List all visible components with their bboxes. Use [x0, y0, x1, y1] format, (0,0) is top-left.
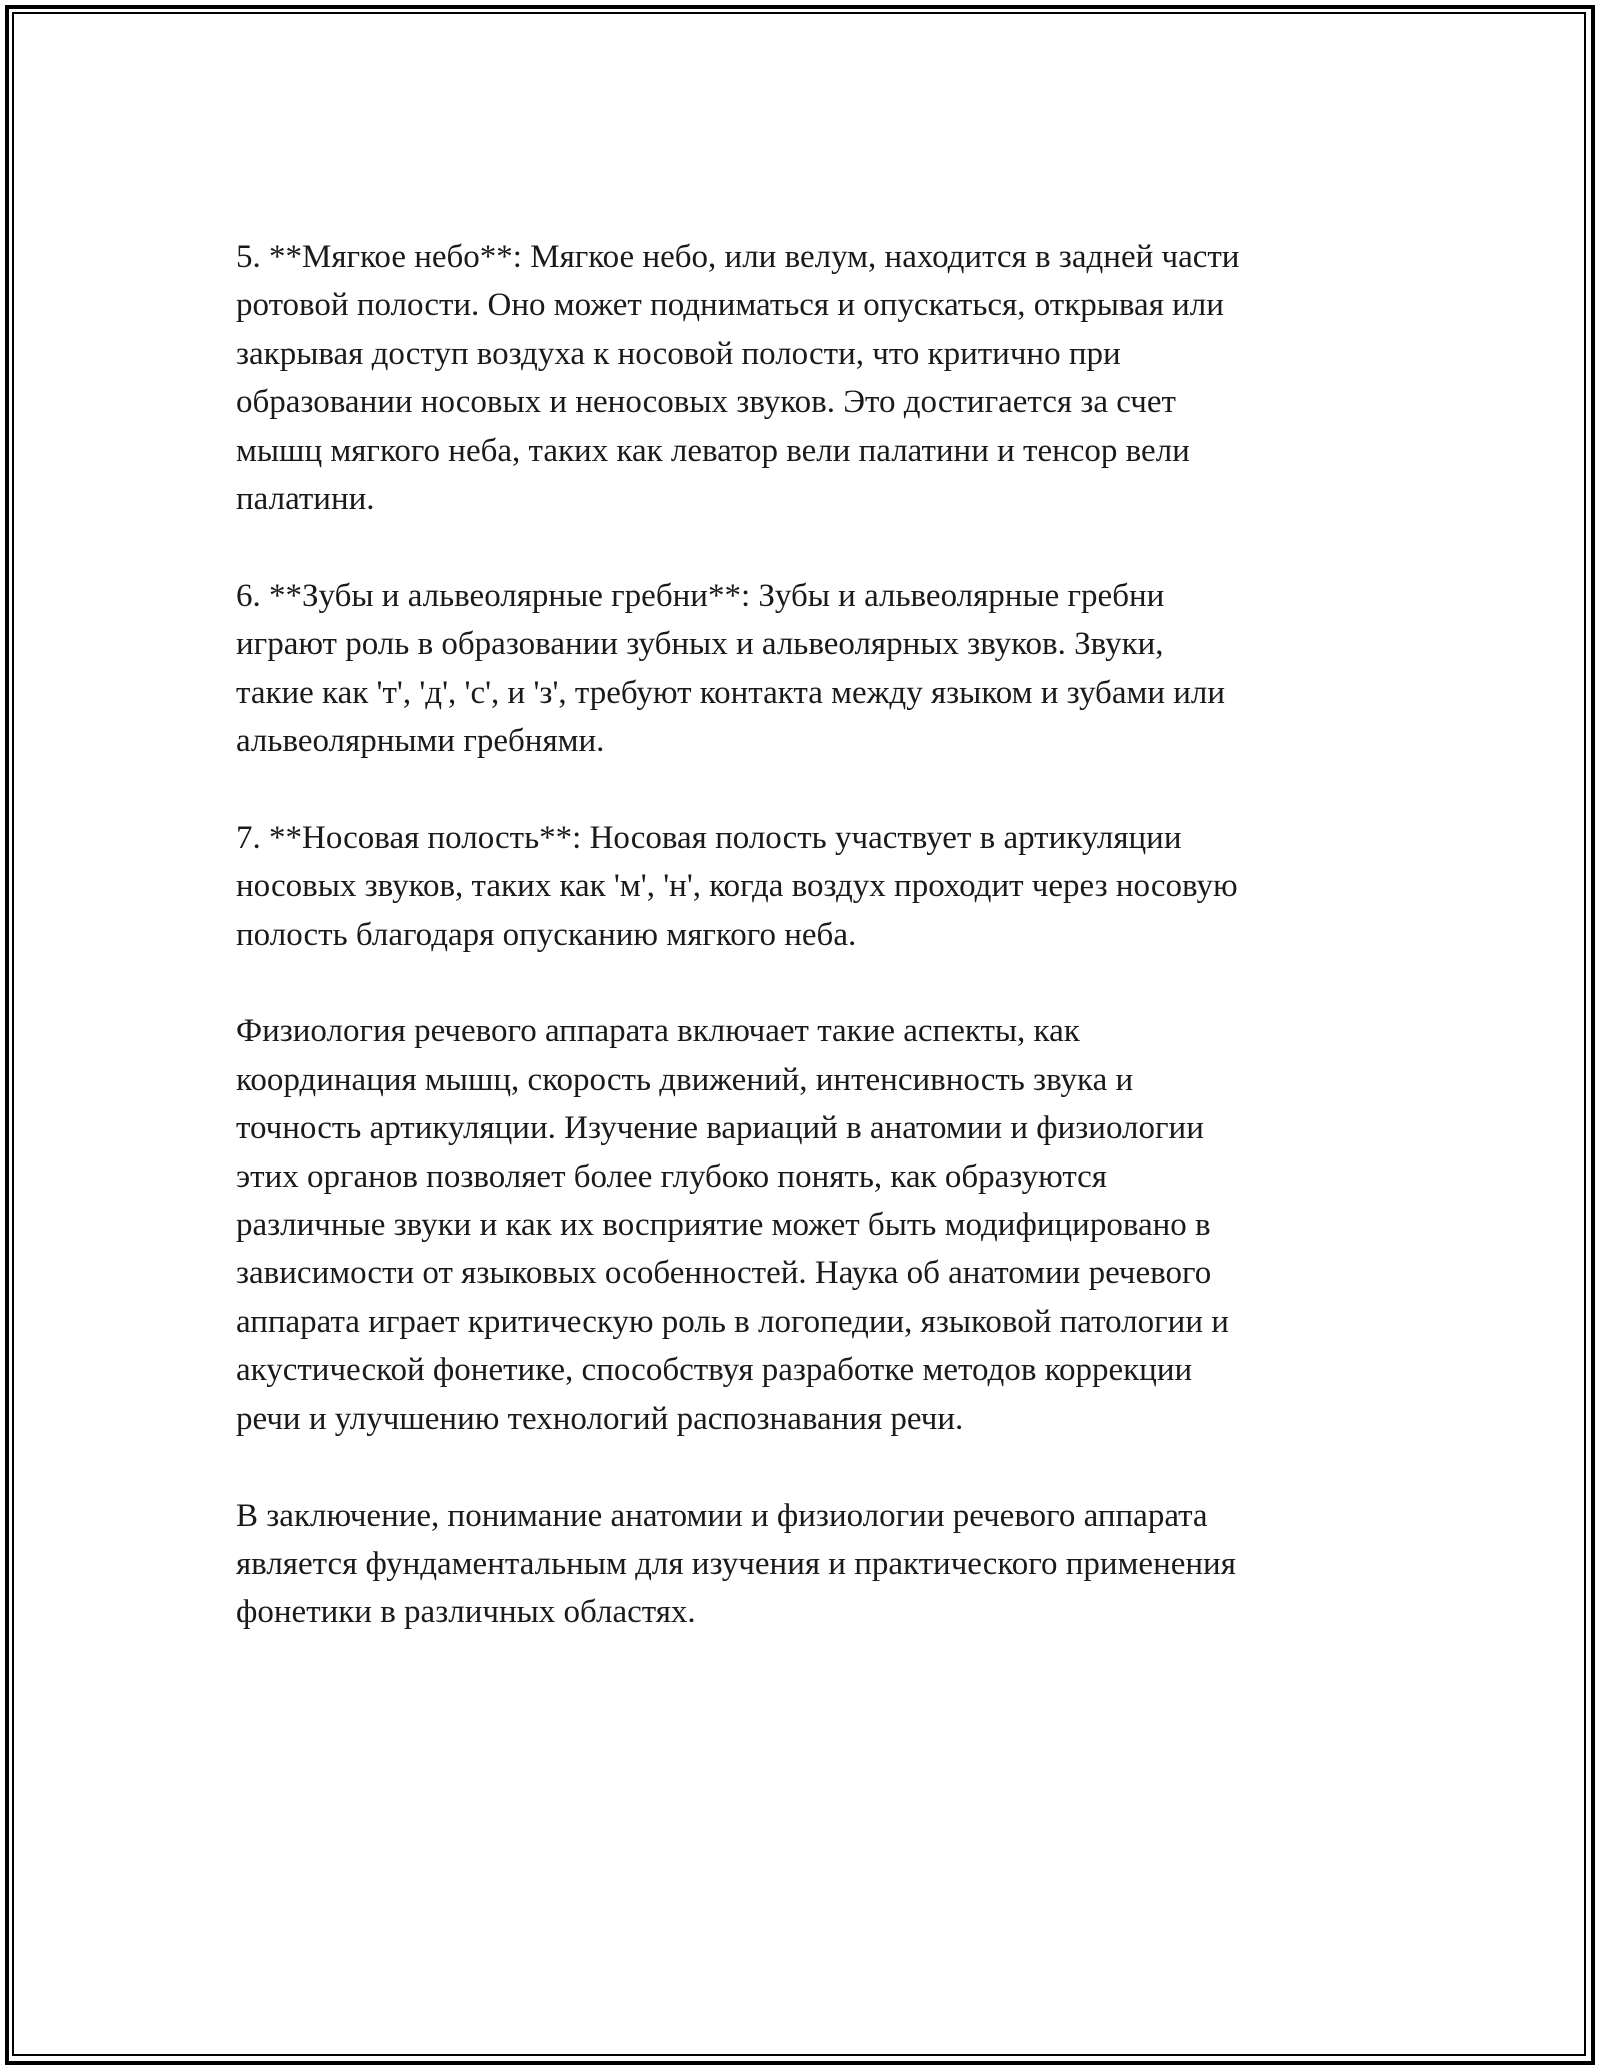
- paragraph-physiology: Физиология речевого аппарата включает такие аспекты, как координация мышц, скорость движений, интенсивность звука и точность артикуляции. Изучение вариаций в анатомии и физиологии этих органов позволяет более глубоко понять, как образуются различные звуки и как их восприятие может быть модифицировано в зависимости от языковых особенностей. Наука об анатомии речевого аппарата играет критическую роль в логопедии, языковой патологии и акустической фонетике, способствуя разработке методов коррекции речи и улучшению технологий распознавания речи.: [236, 1013, 1229, 1437]
- paragraph-soft-palate: 5. **Мягкое небо**: Мягкое небо, или велум, находится в задней части ротовой полости. Оно может подниматься и опускаться, открывая или закрывая доступ воздуха к носовой полости, что критично при образовании носовых и неносовых звуков. Это достигается за счет мышц мягкого неба, таких как леватор вели палатини и тенсор вели палатини.: [236, 239, 1240, 518]
- document-body: [236, 233, 1386, 1685]
- paragraph-conclusion: В заключение, понимание анатомии и физиологии речевого аппарата является фундаментальным для изучения и практического применения фонетики в различных областях.: [236, 1497, 1236, 1631]
- paragraph-teeth-alveolar-ridges: 6. **Зубы и альвеолярные гребни**: Зубы и альвеолярные гребни играют роль в образовании зубных и альвеолярных звуков. Звуки, такие как 'т', 'д', 'с', и 'з', требуют контакта между языком и зубами или альвеолярными гребнями.: [236, 577, 1226, 760]
- paragraph-nasal-cavity: 7. **Носовая полость**: Носовая полость участвует в артикуляции носовых звуков, таких как 'м', 'н', когда воздух проходит через носовую полость благодаря опусканию мягкого неба.: [236, 819, 1238, 953]
